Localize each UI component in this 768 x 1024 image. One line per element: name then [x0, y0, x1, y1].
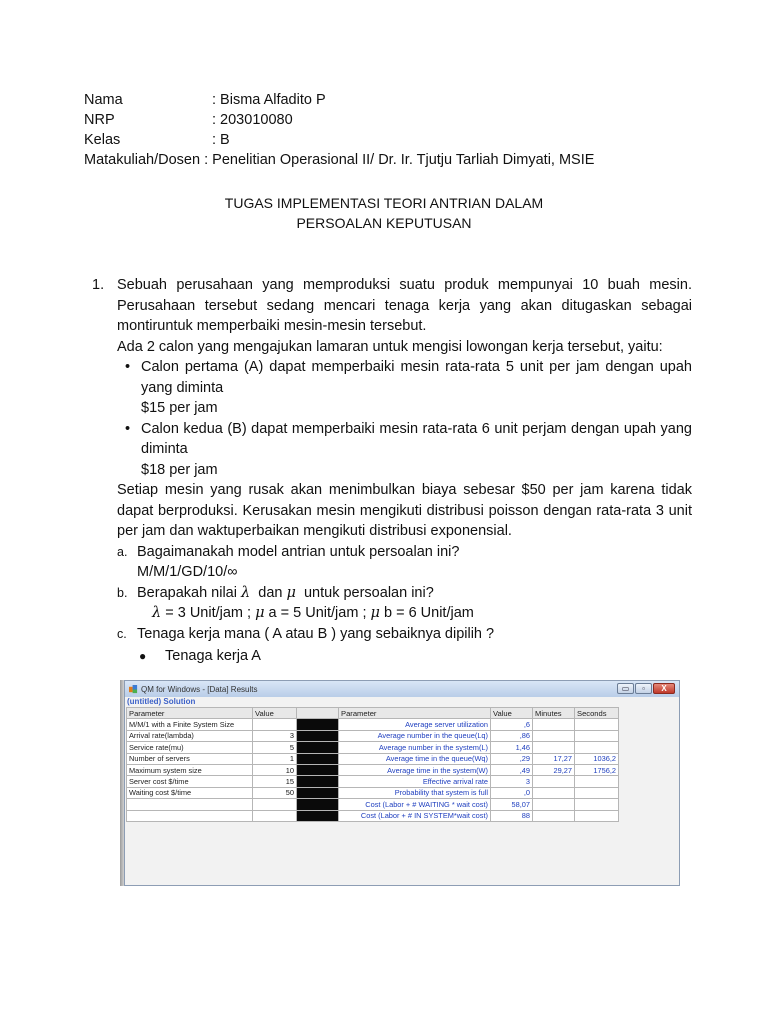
- table-header-row: [127, 708, 619, 719]
- info-value: : Bisma Alfadito P: [212, 92, 326, 108]
- spacer-cell: [297, 753, 339, 764]
- input-parameter-cell[interactable]: [127, 799, 253, 810]
- result-seconds-cell: 1036,2: [575, 753, 619, 764]
- question-1: [92, 275, 692, 667]
- question-body: [117, 275, 692, 667]
- input-parameter-cell[interactable]: Maximum system size: [127, 764, 253, 775]
- sub-letter: c.: [117, 626, 127, 641]
- candidate-a: [117, 357, 692, 419]
- result-parameter-cell: Average server utilization: [339, 719, 491, 730]
- column-header[interactable]: Minutes: [533, 708, 575, 719]
- restore-button[interactable]: ▫: [635, 683, 652, 694]
- candidate-b-text: Calon kedua (B) dapat memperbaiki mesin rata-rata 6 unit perjam dengan upah yang diminta: [141, 420, 692, 457]
- input-value-cell[interactable]: 5: [253, 742, 297, 753]
- spacer-cell: [297, 799, 339, 810]
- table-row: [127, 730, 619, 741]
- spacer-cell: [297, 719, 339, 730]
- sub-letter: a.: [117, 544, 128, 559]
- input-value-cell[interactable]: [253, 719, 297, 730]
- sub-letter: b.: [117, 585, 128, 600]
- bullet-icon: ●: [139, 649, 147, 663]
- table-row: [127, 776, 619, 787]
- input-value-cell[interactable]: 15: [253, 776, 297, 787]
- result-minutes-cell: [533, 776, 575, 787]
- result-parameter-cell: Average time in the system(W): [339, 764, 491, 775]
- solution-subtitle: (untitled) Solution: [127, 697, 196, 706]
- mu-symbol: μ: [286, 584, 296, 601]
- input-value-cell[interactable]: 50: [253, 787, 297, 798]
- question-paragraph-3: Setiap mesin yang rusak akan menimbulkan biaya sebesar $50 per jam karena tidak dapat berproduksi. Kerusakan mesin mengikuti distribusi poisson dengan rata-rata 3 unit per jam dan waktuperbaikan mengikuti distribusi exponensial.: [117, 482, 692, 539]
- input-value-cell[interactable]: 3: [253, 730, 297, 741]
- input-parameter-cell[interactable]: [127, 810, 253, 821]
- result-parameter-cell: Probability that system is full: [339, 787, 491, 798]
- info-value: : B: [212, 132, 230, 148]
- sub-question-text: Berapakah nilai: [137, 584, 241, 601]
- input-value-cell[interactable]: 10: [253, 764, 297, 775]
- result-seconds-cell: [575, 719, 619, 730]
- result-seconds-cell: [575, 742, 619, 753]
- sub-question-b: b. Berapakah nilai λ dan μ untuk persoalan ini?: [117, 583, 692, 604]
- result-minutes-cell: [533, 799, 575, 810]
- result-value-cell: ,29: [491, 753, 533, 764]
- lambda-symbol: λ: [152, 605, 162, 621]
- title-line-2: PERSOALAN KEPUTUSAN: [296, 215, 472, 231]
- spacer-cell: [297, 810, 339, 821]
- result-seconds-cell: [575, 810, 619, 821]
- result-value-cell: 58,07: [491, 799, 533, 810]
- table-row: [127, 810, 619, 821]
- result-minutes-cell: [533, 730, 575, 741]
- sub-question-a: [117, 542, 692, 563]
- spacer-cell: [297, 787, 339, 798]
- window-title: QM for Windows - [Data] Results: [141, 684, 258, 694]
- app-icon: [129, 685, 138, 694]
- spacer-cell: [297, 742, 339, 753]
- input-value-cell[interactable]: 1: [253, 753, 297, 764]
- sub-question-text: Bagaimanakah model antrian untuk persoalan ini?: [137, 543, 460, 560]
- result-value-cell: 88: [491, 810, 533, 821]
- table-body: [127, 719, 619, 822]
- info-key: Kelas: [84, 132, 121, 148]
- info-key: NRP: [84, 112, 115, 128]
- sub-question-text: Tenaga kerja mana ( A atau B ) yang sebaiknya dipilih ?: [137, 625, 495, 642]
- table-row: [127, 719, 619, 730]
- window-titlebar[interactable]: [125, 681, 679, 697]
- spacer-cell: [297, 730, 339, 741]
- result-seconds-cell: [575, 787, 619, 798]
- info-row-kelas: [84, 130, 594, 150]
- result-parameter-cell: Average number in the system(L): [339, 742, 491, 753]
- spacer-cell: [297, 776, 339, 787]
- info-value: : 203010080: [212, 112, 293, 128]
- result-parameter-cell: Cost (Labor + # IN SYSTEM*wait cost): [339, 810, 491, 821]
- answer-c: [117, 646, 692, 667]
- info-row-nama: [84, 90, 594, 110]
- result-seconds-cell: [575, 730, 619, 741]
- candidate-a-wage: $15 per jam: [141, 400, 218, 416]
- question-number: 1.: [92, 277, 105, 293]
- result-value-cell: ,6: [491, 719, 533, 730]
- result-value-cell: 1,46: [491, 742, 533, 753]
- input-parameter-cell[interactable]: Number of servers: [127, 753, 253, 764]
- result-minutes-cell: [533, 742, 575, 753]
- info-key: Nama: [84, 92, 123, 108]
- column-header: [297, 708, 339, 719]
- result-value-cell: ,86: [491, 730, 533, 741]
- result-seconds-cell: [575, 776, 619, 787]
- column-header[interactable]: Value: [491, 708, 533, 719]
- info-row-matakuliah: [84, 150, 594, 170]
- result-parameter-cell: Effective arrival rate: [339, 776, 491, 787]
- bullet-icon: •: [125, 420, 131, 437]
- column-header[interactable]: Parameter: [127, 708, 253, 719]
- info-value: : Penelitian Operasional II/ Dr. Ir. Tjutju Tarliah Dimyati, MSIE: [200, 152, 595, 168]
- column-header[interactable]: Value: [253, 708, 297, 719]
- results-table: [126, 707, 619, 822]
- result-minutes-cell: [533, 810, 575, 821]
- lambda-symbol: λ: [241, 584, 251, 601]
- result-minutes-cell: [533, 719, 575, 730]
- input-value-cell[interactable]: [253, 799, 297, 810]
- sub-question-c: [117, 624, 692, 645]
- result-minutes-cell: [533, 787, 575, 798]
- input-parameter-cell[interactable]: Waiting cost $/time: [127, 787, 253, 798]
- candidate-b-wage: $18 per jam: [141, 461, 218, 478]
- table-row: [127, 799, 619, 810]
- answer-a: M/M/1/GD/10/∞: [137, 564, 238, 580]
- student-info: [84, 90, 594, 170]
- question-paragraph-2: Ada 2 calon yang mengajukan lamaran untuk mengisi lowongan kerja tersebut, yaitu:: [117, 338, 663, 355]
- question-paragraph-1: Sebuah perusahaan yang memproduksi suatu produk mempunyai 10 buah mesin. Perusahaan tersebut sedang mencari tenaga kerja yang akan ditugaskan sebagai montiruntuk memperbaiki mesin-mesin tersebut.: [117, 277, 692, 334]
- result-parameter-cell: Average number in the queue(Lq): [339, 730, 491, 741]
- mu-symbol: μ: [255, 605, 265, 621]
- mu-symbol: μ: [370, 605, 380, 621]
- result-minutes-cell: 29,27: [533, 764, 575, 775]
- answer-c-text: Tenaga kerja A: [165, 648, 261, 664]
- spacer-cell: [297, 764, 339, 775]
- column-header[interactable]: Seconds: [575, 708, 619, 719]
- input-value-cell[interactable]: [253, 810, 297, 821]
- result-parameter-cell: Average time in the queue(Wq): [339, 753, 491, 764]
- input-parameter-cell[interactable]: Server cost $/time: [127, 776, 253, 787]
- table-row: [127, 787, 619, 798]
- qm-results-window: [124, 680, 680, 886]
- bullet-icon: •: [125, 359, 131, 375]
- input-parameter-cell[interactable]: M/M/1 with a Finite System Size: [127, 719, 253, 730]
- result-seconds-cell: [575, 799, 619, 810]
- input-parameter-cell[interactable]: Arrival rate(lambda): [127, 730, 253, 741]
- table-row: [127, 764, 619, 775]
- result-parameter-cell: Cost (Labor + # WAITING * wait cost): [339, 799, 491, 810]
- answer-b: λ = 3 Unit/jam ; μ a = 5 Unit/jam ; μ b = 6 Unit/jam: [152, 605, 474, 621]
- input-parameter-cell[interactable]: Service rate(mu): [127, 742, 253, 753]
- result-value-cell: ,0: [491, 787, 533, 798]
- candidate-b: [117, 419, 692, 481]
- table-row: [127, 742, 619, 753]
- minimize-button[interactable]: ▭: [617, 683, 634, 694]
- title-line-1: TUGAS IMPLEMENTASI TEORI ANTRIAN DALAM: [224, 195, 544, 211]
- table-row: [127, 753, 619, 764]
- result-value-cell: ,49: [491, 764, 533, 775]
- info-key: Matakuliah/Dosen: [84, 152, 201, 168]
- result-minutes-cell: 17,27: [533, 753, 575, 764]
- candidate-a-text: Calon pertama (A) dapat memperbaiki mesin rata-rata 5 unit per jam dengan upah yang diminta: [141, 359, 692, 396]
- column-header[interactable]: Parameter: [339, 708, 491, 719]
- result-value-cell: 3: [491, 776, 533, 787]
- result-seconds-cell: 1756,2: [575, 764, 619, 775]
- close-button[interactable]: X: [653, 683, 675, 694]
- info-row-nrp: [84, 110, 594, 130]
- assignment-title: [0, 193, 768, 233]
